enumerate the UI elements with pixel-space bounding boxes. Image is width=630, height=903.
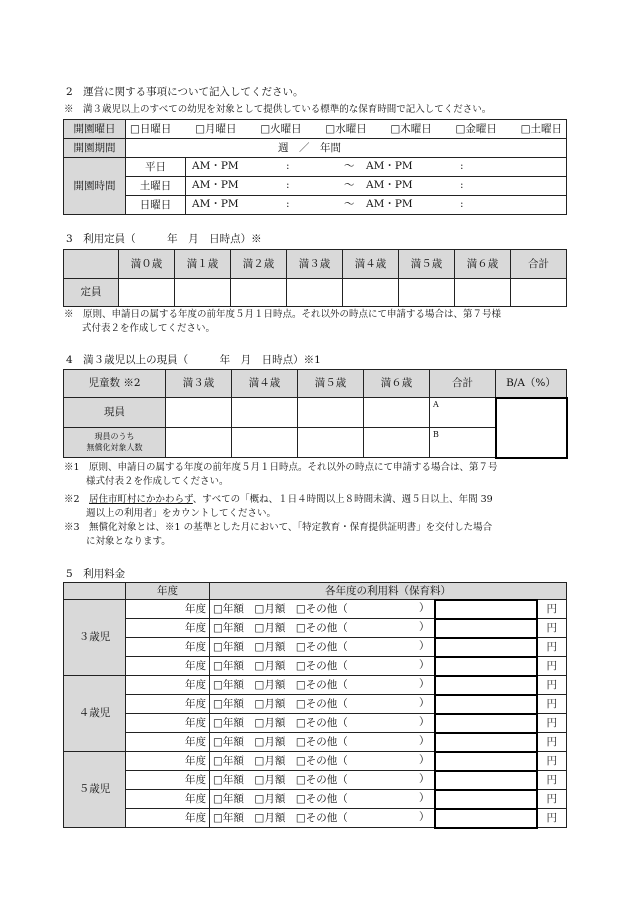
fee-amount-input[interactable] xyxy=(435,790,537,809)
capacity-col-age1: 満１歳 xyxy=(175,250,231,279)
hours-to-colon: : xyxy=(460,179,464,191)
hours-tilde: ～ xyxy=(344,179,355,191)
fee-row xyxy=(64,733,567,752)
note2-underlined: 居住市町村にかかわらず xyxy=(89,494,193,505)
section2-note: ※ 満３歳児以上のすべての幼児を対象として提供している標準的な保育時間で記入してください。 xyxy=(64,104,492,115)
capacity-input[interactable] xyxy=(175,279,231,307)
fee-close-paren: ） xyxy=(419,640,430,652)
fee-amount-input[interactable] xyxy=(435,752,537,771)
section4-heading: 4 満３歳児以上の現員（ 年 月 日時点）※1 xyxy=(66,354,321,366)
hours-to-ampm[interactable]: AM・PM xyxy=(366,198,413,210)
fee-row xyxy=(64,809,567,828)
fee-year-input[interactable]: 年度 xyxy=(126,790,210,809)
capacity-col-age6: 満６歳 xyxy=(455,250,511,279)
capacity-input[interactable] xyxy=(511,279,567,307)
fee-unit: 円 xyxy=(537,676,567,695)
fee-unit: 円 xyxy=(537,638,567,657)
fee-row xyxy=(64,657,567,676)
enrollment-col-age6: 満６歳 xyxy=(364,370,430,398)
enrollment-input[interactable] xyxy=(298,398,364,428)
fee-year-input[interactable]: 年度 xyxy=(126,771,210,790)
note1-line1: ※1 原則、申請日の属する年度の前年度５月１日時点。それ以外の時点にて申請する場合は、第７号 xyxy=(64,462,498,473)
day-checkbox-sun[interactable]: □日曜日 xyxy=(130,122,172,135)
fee-close-paren: ） xyxy=(419,792,430,804)
fee-unit: 円 xyxy=(537,695,567,714)
fee-year-input[interactable]: 年度 xyxy=(126,695,210,714)
day-checkbox-thu[interactable]: □木曜日 xyxy=(390,122,432,135)
hours-from-ampm[interactable]: AM・PM xyxy=(192,179,239,191)
fee-year-input[interactable]: 年度 xyxy=(126,600,210,619)
enrollment-table xyxy=(63,369,568,459)
fee-row xyxy=(64,752,567,771)
fee-year-input[interactable]: 年度 xyxy=(126,752,210,771)
fee-type-options[interactable] xyxy=(210,657,435,676)
fee-close-paren: ） xyxy=(419,773,430,785)
capacity-input[interactable] xyxy=(287,279,343,307)
fee-year-input[interactable]: 年度 xyxy=(126,619,210,638)
fee-close-paren: ） xyxy=(419,716,430,728)
free-label-line2: 無償化対象人数 xyxy=(86,442,143,452)
enrollment-input[interactable] xyxy=(232,398,298,428)
fee-year-input[interactable]: 年度 xyxy=(126,809,210,828)
hours-from-colon: : xyxy=(286,179,290,191)
fee-type-checkboxes[interactable]: □年額 □月額 □その他（ xyxy=(213,678,348,691)
hours-row-label-saturday: 土曜日 xyxy=(126,177,186,196)
hours-to-ampm[interactable]: AM・PM xyxy=(366,160,413,172)
fee-type-options[interactable] xyxy=(210,809,435,828)
fee-unit: 円 xyxy=(537,771,567,790)
hours-row-saturday[interactable] xyxy=(186,177,567,196)
fee-table xyxy=(63,582,567,829)
enrollment-col-total: 合計 xyxy=(430,370,496,398)
enrollment-input[interactable] xyxy=(232,428,298,458)
capacity-input[interactable] xyxy=(455,279,511,307)
open-hours-label: 開園時間 xyxy=(64,158,126,215)
capacity-col-age0: 満０歳 xyxy=(119,250,175,279)
enrollment-row-current: 現員 xyxy=(64,398,166,428)
capacity-col-age5: 満５歳 xyxy=(399,250,455,279)
day-checkbox-fri[interactable]: □金曜日 xyxy=(455,122,497,135)
enrollment-col-age4: 満４歳 xyxy=(232,370,298,398)
capacity-col-total: 合計 xyxy=(511,250,567,279)
fee-unit: 円 xyxy=(537,714,567,733)
hours-from-ampm[interactable]: AM・PM xyxy=(192,160,239,172)
fee-type-options[interactable] xyxy=(210,695,435,714)
fee-unit: 円 xyxy=(537,619,567,638)
capacity-input[interactable] xyxy=(343,279,399,307)
fee-unit: 円 xyxy=(537,657,567,676)
open-days-label: 開園曜日 xyxy=(64,120,126,139)
fee-year-input[interactable]: 年度 xyxy=(126,676,210,695)
hours-row-weekday[interactable] xyxy=(186,158,567,177)
fee-amount-input[interactable] xyxy=(435,771,537,790)
hours-row-sunday[interactable] xyxy=(186,196,567,215)
enrollment-input[interactable] xyxy=(166,398,232,428)
hours-to-ampm[interactable]: AM・PM xyxy=(366,179,413,191)
day-checkbox-tue[interactable]: □火曜日 xyxy=(260,122,302,135)
fee-amount-input[interactable] xyxy=(435,657,537,676)
fee-type-checkboxes[interactable]: □年額 □月額 □その他（ xyxy=(213,659,348,672)
hours-from-colon: : xyxy=(286,198,290,210)
fee-row xyxy=(64,771,567,790)
section3-heading: 3 利用定員（ 年 月 日時点）※ xyxy=(66,233,262,245)
fee-type-options[interactable] xyxy=(210,752,435,771)
hours-row-label-sunday: 日曜日 xyxy=(126,196,186,215)
fee-col-year: 年度 xyxy=(126,583,210,600)
fee-col-amount: 各年度の利用料（保育料） xyxy=(210,583,567,600)
fee-close-paren: ） xyxy=(419,697,430,709)
ratio-input[interactable] xyxy=(496,398,567,458)
hours-from-colon: : xyxy=(286,160,290,172)
note2-line2: 週以上の利用者」をカウントしてください。 xyxy=(86,508,277,519)
enrollment-col-age3: 満３歳 xyxy=(166,370,232,398)
capacity-col-age3: 満３歳 xyxy=(287,250,343,279)
fee-type-options[interactable] xyxy=(210,619,435,638)
note3-line2: に対象となります。 xyxy=(86,536,171,547)
hours-to-colon: : xyxy=(460,160,464,172)
mark-b: B xyxy=(433,430,439,439)
fee-amount-input[interactable] xyxy=(435,695,537,714)
fee-type-checkboxes[interactable]: □年額 □月額 □その他（ xyxy=(213,735,348,748)
enrollment-col-children: 児童数 ※2 xyxy=(64,370,166,398)
hours-row-label-weekday: 平日 xyxy=(126,158,186,177)
enrollment-col-ratio: B/A（%） xyxy=(496,370,567,398)
open-period-value[interactable]: 週 ／ 年間 xyxy=(126,139,567,158)
capacity-corner xyxy=(64,250,119,279)
fee-unit: 円 xyxy=(537,752,567,771)
capacity-col-age4: 満４歳 xyxy=(343,250,399,279)
enrollment-input[interactable] xyxy=(364,428,430,458)
enrollment-row-free xyxy=(64,428,166,458)
note2-prefix: ※2 xyxy=(64,494,90,505)
day-checkbox-mon[interactable]: □月曜日 xyxy=(195,122,237,135)
fee-close-paren: ） xyxy=(419,811,430,823)
hours-to-colon: : xyxy=(460,198,464,210)
hours-tilde: ～ xyxy=(344,198,355,210)
fee-row xyxy=(64,714,567,733)
open-period-label: 開園期間 xyxy=(64,139,126,158)
fee-close-paren: ） xyxy=(419,621,430,633)
fee-type-options[interactable] xyxy=(210,638,435,657)
day-checkbox-wed[interactable]: □水曜日 xyxy=(325,122,367,135)
fee-type-checkboxes[interactable]: □年額 □月額 □その他（ xyxy=(213,621,348,634)
hours-tilde: ～ xyxy=(344,160,355,172)
capacity-table xyxy=(63,249,567,307)
section3-note-line1: ※ 原則、申請日の属する年度の前年度５月１日時点。それ以外の時点にて申請する場合は、第７号様 xyxy=(64,309,502,320)
capacity-input[interactable] xyxy=(399,279,455,307)
note1-line2: 様式付表２を作成してください。 xyxy=(86,476,229,487)
fee-unit: 円 xyxy=(537,790,567,809)
section5-heading: 5 利用料金 xyxy=(66,568,126,580)
fee-type-checkboxes[interactable]: □年額 □月額 □その他（ xyxy=(213,754,348,767)
fee-group-label: ４歳児 xyxy=(64,676,126,752)
fee-type-checkboxes[interactable]: □年額 □月額 □その他（ xyxy=(213,697,348,710)
fee-row xyxy=(64,790,567,809)
section3-note-line2: 式付表２を作成してください。 xyxy=(82,323,216,334)
hours-from-ampm[interactable]: AM・PM xyxy=(192,198,239,210)
fee-amount-input[interactable] xyxy=(435,619,537,638)
fee-group-label: ５歳児 xyxy=(64,752,126,828)
enrollment-total-a[interactable] xyxy=(430,398,496,428)
fee-row xyxy=(64,600,567,619)
day-checkbox-sat[interactable]: □土曜日 xyxy=(520,122,562,135)
fee-close-paren: ） xyxy=(419,754,430,766)
fee-unit: 円 xyxy=(537,809,567,828)
fee-close-paren: ） xyxy=(419,602,430,614)
fee-unit: 円 xyxy=(537,600,567,619)
fee-row xyxy=(64,695,567,714)
fee-close-paren: ） xyxy=(419,735,430,747)
enrollment-col-age5: 満５歳 xyxy=(298,370,364,398)
fee-type-options[interactable] xyxy=(210,714,435,733)
fee-row xyxy=(64,676,567,695)
enrollment-input[interactable] xyxy=(364,398,430,428)
open-days-cell xyxy=(126,120,567,139)
fee-year-input[interactable]: 年度 xyxy=(126,714,210,733)
fee-close-paren: ） xyxy=(419,678,430,690)
fee-row xyxy=(64,619,567,638)
fee-amount-input[interactable] xyxy=(435,676,537,695)
fee-type-options[interactable] xyxy=(210,676,435,695)
fee-type-options[interactable] xyxy=(210,733,435,752)
fee-year-input[interactable]: 年度 xyxy=(126,638,210,657)
fee-type-checkboxes[interactable]: □年額 □月額 □その他（ xyxy=(213,640,348,653)
fee-type-checkboxes[interactable]: □年額 □月額 □その他（ xyxy=(213,811,348,824)
fee-type-options[interactable] xyxy=(210,771,435,790)
section2-heading: 2 運営に関する事項について記入してください。 xyxy=(66,86,304,98)
fee-type-options[interactable] xyxy=(210,600,435,619)
fee-type-options[interactable] xyxy=(210,790,435,809)
fee-year-input[interactable]: 年度 xyxy=(126,733,210,752)
fee-amount-input[interactable] xyxy=(435,714,537,733)
fee-unit: 円 xyxy=(537,733,567,752)
fee-type-checkboxes[interactable]: □年額 □月額 □その他（ xyxy=(213,602,348,615)
capacity-row-label: 定員 xyxy=(64,279,119,307)
free-label-line1: 現員のうち xyxy=(94,432,135,442)
enrollment-input[interactable] xyxy=(166,428,232,458)
enrollment-total-b[interactable] xyxy=(430,428,496,458)
fee-amount-input[interactable] xyxy=(435,733,537,752)
fee-amount-input[interactable] xyxy=(435,809,537,828)
fee-type-checkboxes[interactable]: □年額 □月額 □その他（ xyxy=(213,773,348,786)
fee-amount-input[interactable] xyxy=(435,600,537,619)
fee-type-checkboxes[interactable]: □年額 □月額 □その他（ xyxy=(213,792,348,805)
note3-line1: ※3 無償化対象とは、※1 の基準とした月において、「特定教育・保育提供証明書」を交付した場合 xyxy=(64,522,493,533)
capacity-col-age2: 満２歳 xyxy=(231,250,287,279)
fee-corner xyxy=(64,583,126,600)
operation-table xyxy=(63,119,567,215)
fee-group-label: ３歳児 xyxy=(64,600,126,676)
enrollment-input[interactable] xyxy=(298,428,364,458)
fee-close-paren: ） xyxy=(419,659,430,671)
fee-row xyxy=(64,638,567,657)
capacity-input[interactable] xyxy=(119,279,175,307)
note2-line1 xyxy=(64,494,493,507)
fee-amount-input[interactable] xyxy=(435,638,537,657)
note2-rest: 、すべての「概ね、１日４時間以上８時間未満、週５日以上、年間 39 xyxy=(192,494,493,505)
mark-a: A xyxy=(433,400,439,409)
fee-year-input[interactable]: 年度 xyxy=(126,657,210,676)
fee-type-checkboxes[interactable]: □年額 □月額 □その他（ xyxy=(213,716,348,729)
capacity-input[interactable] xyxy=(231,279,287,307)
